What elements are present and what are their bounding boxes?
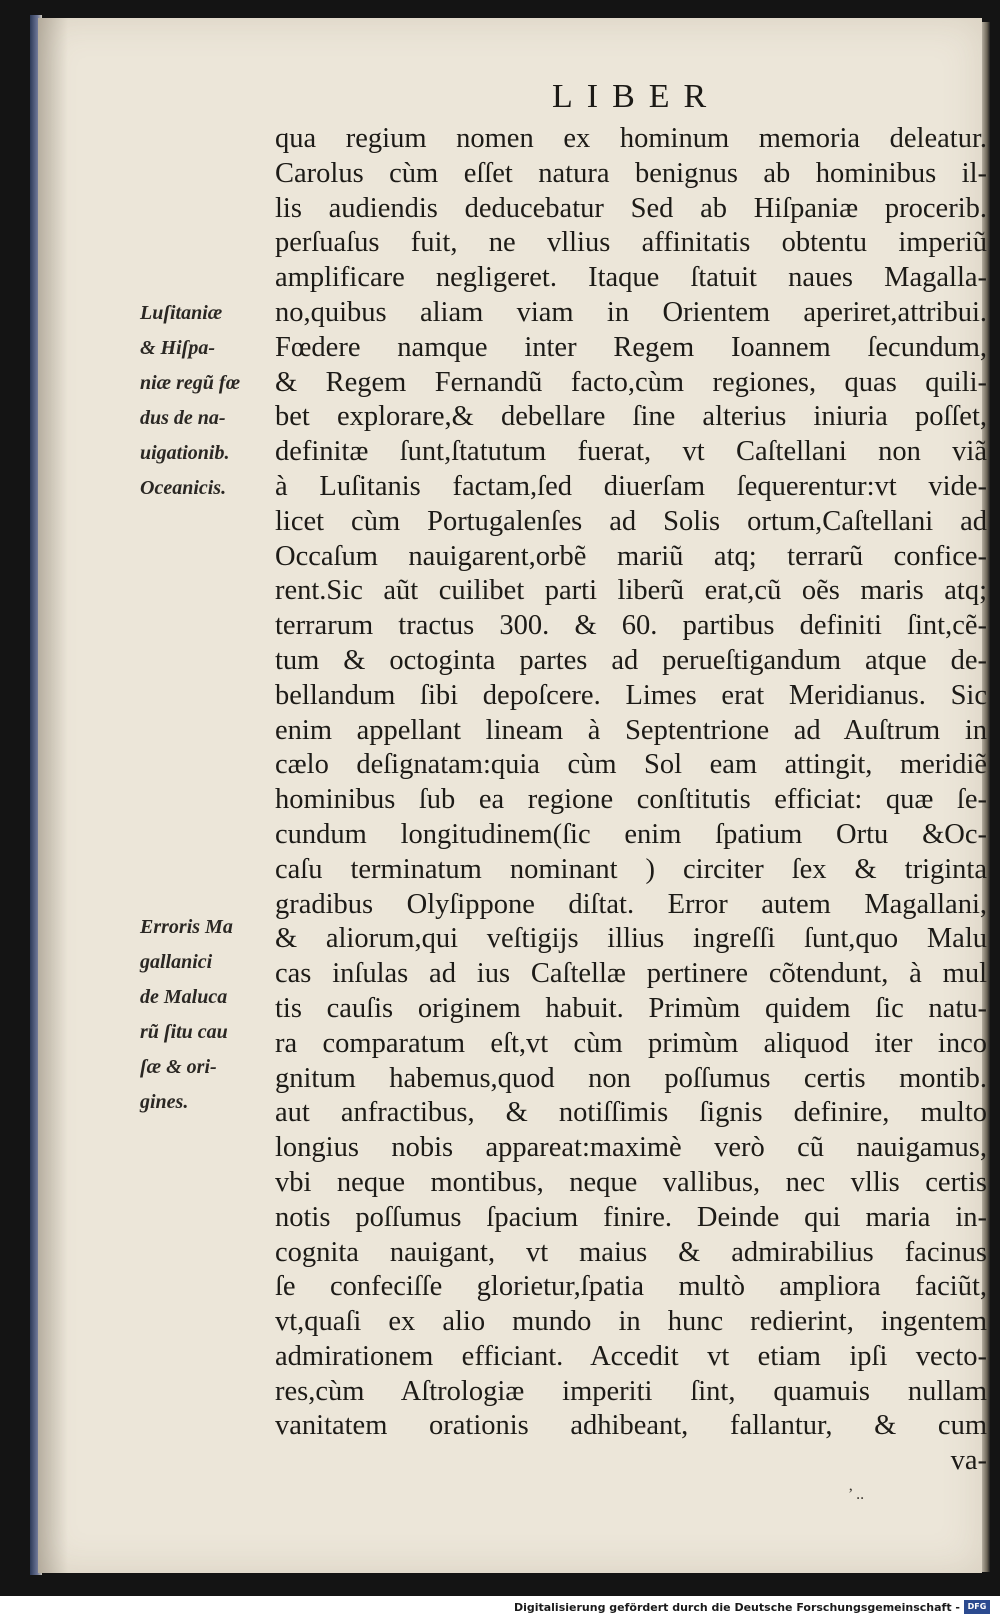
side-note-line: rũ ſitu cau xyxy=(140,1021,228,1043)
gutter-shadow xyxy=(38,18,68,1573)
text-line: gnitum habemus,quod non poſſumus certis montib. xyxy=(275,1062,987,1094)
text-line: gradibus Olyſippone diſtat. Error autem Magallani, xyxy=(275,888,987,920)
ink-mark: ’ .. xyxy=(848,1486,865,1503)
text-line: no,quibus aliam viam in Orientem aperiret,attribui. xyxy=(275,296,987,328)
text-line: à Luſitanis factam,ſed diuerſam ſequerentur:vt vide- xyxy=(275,470,987,502)
text-line: ſe confeciſſe glorietur,ſpatia multò ampliora faciũt, xyxy=(275,1271,987,1303)
text-line: perſuaſus fuit, ne vllius affinitatis obtentu imperiũ xyxy=(275,227,987,259)
text-line: ra comparatum eſt,vt cùm primùm aliquod iter inco xyxy=(275,1027,987,1059)
text-line: cundum longitudinem(ſic enim ſpatium Ortu &Oc- xyxy=(275,818,987,850)
text-line: bellandum ſibi depoſcere. Limes erat Meridianus. Sic xyxy=(275,679,987,711)
text-line: & Regem Fernandũ facto,cùm regiones, quas quili- xyxy=(275,366,987,398)
text-line: tum & octoginta partes ad perueſtigandum atque de- xyxy=(275,644,987,676)
side-note-treaty xyxy=(140,296,270,506)
text-line: vbi neque montibus, neque vallibus, nec vllis certis xyxy=(275,1166,987,1198)
footer-bar xyxy=(0,1596,1000,1621)
side-note-line: de Maluca xyxy=(140,986,228,1008)
side-note-line: gallanici xyxy=(140,951,213,973)
text-line: cælo deſignatam:quia cùm Sol eam attingit, meridiẽ xyxy=(275,749,987,781)
side-note-line: Luſitaniæ xyxy=(140,302,223,324)
text-line: hominibus ſub ea regione conſtitutis efficiat: quæ ſe- xyxy=(275,784,987,816)
side-note-line: niæ regũ fœ xyxy=(140,372,241,394)
side-note-line: & Hiſpa- xyxy=(140,337,215,359)
body-text xyxy=(275,122,987,1479)
text-line: vanitatem orationis adhibeant, fallantur, & cum xyxy=(275,1410,987,1442)
text-line: bet explorare,& debellare ſine alterius iniuria poſſet, xyxy=(275,401,987,433)
text-line: rent.Sic aũt cuilibet parti liberũ erat,cũ oẽs maris atq; xyxy=(275,575,987,607)
text-line: qua regium nomen ex hominum memoria deleatur. xyxy=(275,123,987,154)
side-note-line: ſæ & ori- xyxy=(140,1056,217,1078)
text-line: enim appellant lineam à Septentrione ad Auſtrum in xyxy=(275,714,987,746)
funding-credit: Digitalisierung gefördert durch die Deutsche Forschungsgemeinschaft - xyxy=(513,1601,960,1614)
text-line: caſu terminatum nominant ) circiter ſex & triginta xyxy=(275,853,987,885)
text-line: aut anfractibus, & notiſſimis ſignis definire, multo xyxy=(275,1097,987,1129)
text-line: lis audiendis deducebatur Sed ab Hiſpaniæ procerib. xyxy=(275,192,987,224)
text-line: definitæ ſunt,ſtatutum fuerat, vt Caſtellani non viã xyxy=(275,436,987,468)
text-line: & aliorum,qui veſtigijs illius ingreſſi ſunt,quo Malu xyxy=(275,923,987,955)
text-line: amplificare negligeret. Itaque ſtatuit naues Magalla- xyxy=(275,262,987,294)
side-note-line: Erroris Ma xyxy=(140,916,233,938)
side-note-line: dus de na- xyxy=(140,407,226,429)
text-line: licet cùm Portugalenſes ad Solis ortum,Caſtellani ad xyxy=(275,505,987,537)
side-note-line: uigationib. xyxy=(140,442,230,464)
side-note-line: gines. xyxy=(140,1091,189,1113)
text-line: Fœdere namque inter Regem Ioannem ſecundum, xyxy=(275,331,987,363)
text-line: Carolus cùm eſſet natura benignus ab hominibus il- xyxy=(275,157,987,189)
text-line: admirationem efficiant. Accedit vt etiam ipſi vecto- xyxy=(275,1340,987,1372)
text-line: longius nobis appareat:maximè verò cũ nauigamus, xyxy=(275,1132,987,1164)
side-note-line: Oceanicis. xyxy=(140,477,227,499)
text-line: notis poſſumus ſpacium finire. Deinde qui maria in- xyxy=(275,1201,987,1233)
text-line: Occaſum nauigarent,orbẽ mariũ atq; terrarũ confice- xyxy=(275,540,987,572)
running-head: LIBER xyxy=(552,78,721,115)
dfg-logo[interactable]: DFG xyxy=(964,1600,990,1614)
side-note-error xyxy=(140,910,270,1120)
text-line: cognita nauigant, vt maius & admirabilius facinus xyxy=(275,1236,987,1268)
text-line: cas inſulas ad ius Caſtellæ pertinere cõtendunt, à mul xyxy=(275,958,987,990)
text-line: tis cauſis originem habuit. Primùm quidem ſic natu- xyxy=(275,992,987,1024)
text-line: vt,quaſi ex alio mundo in hunc redierint, ingentem xyxy=(275,1306,987,1338)
text-line: terrarum tractus 300. & 60. partibus definiti ſint,cẽ- xyxy=(275,610,987,642)
text-line: res,cùm Aſtrologiæ imperiti ſint, quamuis nullam xyxy=(275,1375,987,1407)
catchword: va- xyxy=(950,1445,987,1477)
